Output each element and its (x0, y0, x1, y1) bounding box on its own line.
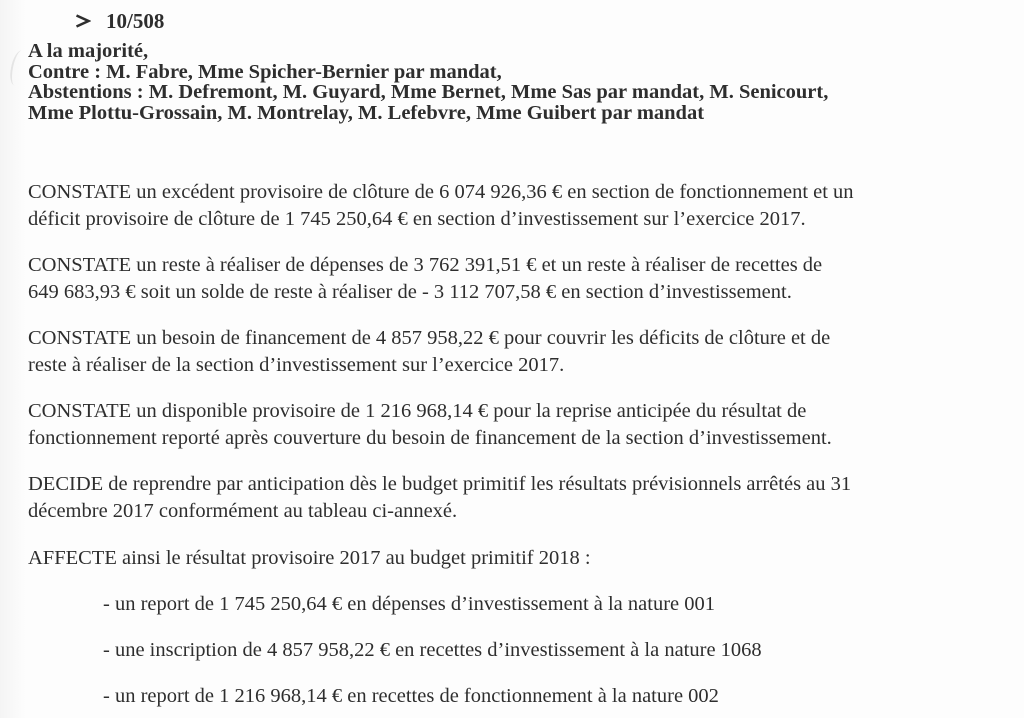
paragraph-line: déficit provisoire de clôture de 1 745 250,64 € en section d’investissement sur l’exercice 2017. (28, 208, 806, 230)
vote-line-contre: Contre : M. Fabre, Mme Spicher-Bernier par mandat, (28, 60, 502, 83)
paragraph-line: CONSTATE un disponible provisoire de 1 216 968,14 € pour la reprise anticipée du résultat de (28, 400, 807, 422)
paragraph-constate-excedent (28, 179, 1024, 233)
vote-line-majority: A la majorité, (28, 40, 149, 62)
paragraph-line: DECIDE de reprendre par anticipation dès le budget primitif les résultats prévisionnels arrêtés au 31 (28, 473, 852, 495)
allocation-line-report-001: - un report de 1 745 250,64 € en dépenses d’investissement à la nature 001 (103, 593, 715, 615)
paragraph-line: CONSTATE un besoin de financement de 4 857 958,22 € pour couvrir les déficits de clôture et de (28, 327, 831, 349)
allocation-line-report-002: - un report de 1 216 968,14 € en recettes de fonctionnement à la nature 002 (103, 685, 719, 707)
paragraph-decide (28, 471, 1024, 525)
paragraph-line: décembre 2017 conformément au tableau ci-annexé. (28, 500, 458, 522)
paragraph-affecte (28, 545, 1024, 572)
allocation-line-inscription-1068: - une inscription de 4 857 958,22 € en recettes d’investissement à la nature 1068 (103, 639, 762, 661)
paragraph-line: reste à réaliser de la section d’investissement sur l’exercice 2017. (28, 354, 565, 376)
paragraph-constate-besoin-financement (28, 325, 1024, 379)
document-content (0, 10, 1024, 710)
paragraph-line: fonctionnement reporté après couverture du besoin de financement de la section d’investissement. (28, 427, 832, 449)
vote-line-abstentions: Abstentions : M. Defremont, M. Guyard, Mme Bernet, Mme Sas par mandat, M. Senicourt, (28, 81, 829, 103)
paragraph-line: AFFECTE ainsi le résultat provisoire 2017 au budget primitif 2018 : (28, 547, 591, 569)
paragraph-line: 649 683,93 € soit un solde de reste à réaliser de - 3 112 707,58 € en section d’investissement. (28, 281, 792, 303)
vote-line-abstentions-cont: Mme Plottu-Grossain, M. Montrelay, M. Lefebvre, Mme Guibert par mandat (28, 101, 705, 124)
allocation-list (103, 591, 1024, 710)
item-reference: 10/508 (106, 9, 165, 33)
paragraph-constate-disponible (28, 398, 1024, 452)
arrowhead-bullet-icon (75, 14, 91, 28)
paragraph-constate-reste-a-realiser (28, 252, 1024, 306)
paragraph-line: CONSTATE un reste à réaliser de dépenses de 3 762 391,51 € et un reste à réaliser de recettes de (28, 254, 823, 276)
paragraph-line: CONSTATE un excédent provisoire de clôture de 6 074 926,36 € en section de fonctionnement et un (28, 181, 854, 203)
vote-result-block (28, 41, 1024, 123)
agenda-item (75, 10, 1024, 32)
deliberation-body (28, 179, 1024, 710)
